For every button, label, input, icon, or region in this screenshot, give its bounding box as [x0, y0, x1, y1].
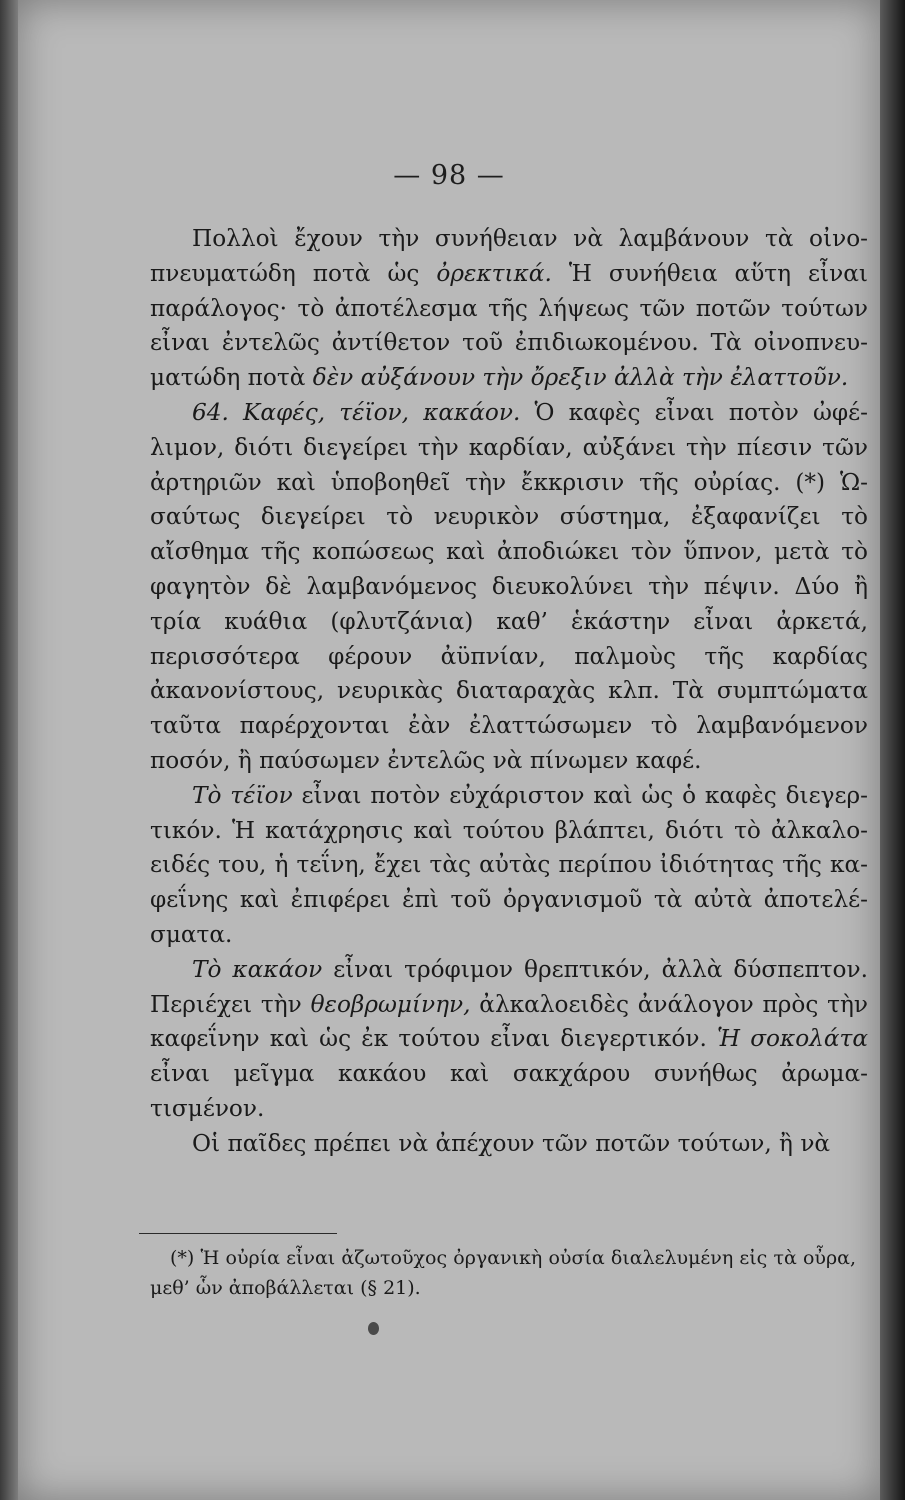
- italic-text-run: θεοβρωμίνην,: [310, 990, 471, 1018]
- italic-text-run: Ἡ σοκολάτα: [717, 1025, 868, 1053]
- book-edge: [880, 0, 905, 1500]
- section-heading: 64. Καφές, τέϊον, κακάον.: [192, 398, 521, 426]
- text-run: εἶναι μεῖγμα κακάου καὶ σακχάρου συνήθως ἀρωματισμένον.: [150, 1060, 868, 1122]
- text-run: εἶναι τρόφιμον θρεπτικόν, ἀλλὰ δύσπεπτον. Περιέχει τὴν: [150, 955, 868, 1018]
- italic-text-run: ὀρεκτικά.: [436, 259, 552, 287]
- footnote: [150, 1243, 856, 1303]
- italic-text-run: Τὸ κακάον: [192, 955, 323, 983]
- book-gutter: [0, 0, 18, 1500]
- italic-text-run: δὲν αὐξάνουν τὴν ὄρεξιν ἀλλὰ τὴν ἐλαττοῦν.: [312, 364, 849, 392]
- paragraph: [150, 779, 868, 953]
- text-run: ἀλκαλοειδὲς ἀνάλογον πρὸς τὴν καφεΐνην καὶ ὡς ἐκ τούτου εἶναι διεγερτικόν.: [150, 990, 868, 1053]
- footnote-rule: [139, 1233, 337, 1234]
- text-run: Ἡ συνήθεια αὕτη εἶναι παράλογος· τὸ ἀποτέλεσμα τῆς λήψεως τῶν ποτῶν τούτων εἶναι ἐντελῶς ἀντίθετον τοῦ ἐπιδιωκομένου. Τὰ οἰνοπνευματώδη ποτὰ: [150, 259, 868, 392]
- italic-text-run: Τὸ τέϊον: [192, 781, 293, 809]
- paragraph: [150, 1127, 868, 1162]
- footnote-text: (*) Ἡ οὐρία εἶναι ἀζωτοῦχος ὀργανικὴ οὐσία διαλελυμένη εἰς τὰ οὖρα, μεθ’ ὧν ἀποβάλλεται (§ 21).: [150, 1247, 856, 1299]
- text-run: Πολλοὶ ἔχουν τὴν συνήθειαν νὰ λαμβάνουν τὰ οἰνοπνευματώδη ποτὰ ὡς: [150, 225, 868, 287]
- text-run: εἶναι ποτὸν εὐχάριστον καὶ ὡς ὁ καφὲς διεγερτικόν. Ἡ κατάχρησις καὶ τούτου βλάπτει, διότι τὸ ἀλκαλοειδές του, ἡ τεΐνη, ἔχει τὰς αὐτὰς περίπου ἰδιότητας τῆς καφεΐνης καὶ ἐπιφέρει ἐπὶ τοῦ ὀργανισμοῦ τὰ αὐτὰ ἀποτελέσματα.: [150, 781, 868, 948]
- paragraph: [150, 396, 868, 779]
- ink-blot: [368, 1322, 379, 1335]
- book-page: [18, 0, 880, 1500]
- paragraph: [150, 953, 868, 1127]
- text-run: Οἱ παῖδες πρέπει νὰ ἀπέχουν τῶν ποτῶν τούτων, ἢ νὰ: [192, 1129, 831, 1157]
- text-run: Ὁ καφὲς εἶναι ποτὸν ὠφέλιμον, διότι διεγείρει τὴν καρδίαν, αὐξάνει τὴν πίεσιν τῶν ἀρτηριῶν καὶ ὑποβοηθεῖ τὴν ἔκκρισιν τῆς οὐρίας. (*) Ὡσαύτως διεγείρει τὸ νευρικὸν σύστημα, ἐξαφανίζει τὸ αἴσθημα τῆς κοπώσεως καὶ ἀποδιώκει τὸν ὕπνον, μετὰ τὸ φαγητὸν δὲ λαμβανόμενος διευκολύνει τὴν πέψιν. Δύο ἢ τρία κυάθια (φλυτζάνια) καθ’ ἑκάστην εἶναι ἀρκετά, περισσότερα φέρουν ἀϋπνίαν, παλμοὺς τῆς καρδίας ἀκανονίστους, νευρικὰς διαταραχὰς κλπ. Τὰ συμπτώματα ταῦτα παρέρχονται ἐὰν ἐλαττώσωμεν τὸ λαμβανόμενον ποσόν, ἢ παύσωμεν ἐντελῶς νὰ πίνωμεν καφέ.: [150, 398, 868, 774]
- paragraph: [150, 222, 868, 396]
- main-text: [150, 222, 868, 1162]
- page-number: — 98 —: [393, 160, 505, 191]
